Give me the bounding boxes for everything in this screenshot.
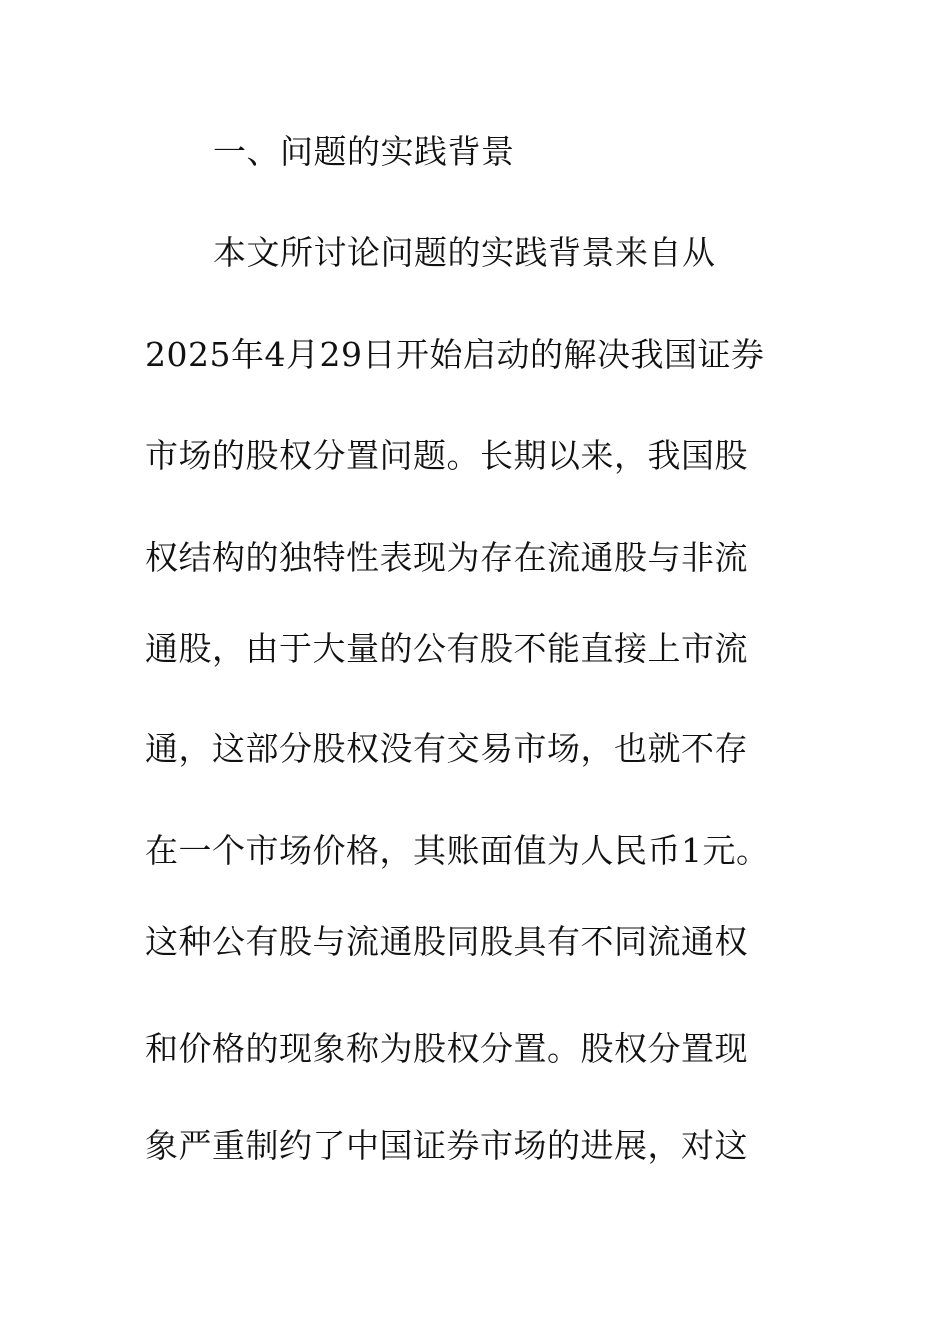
paragraph-line: 2025年4月29日开始启动的解决我国证券 — [145, 335, 765, 374]
paragraph-line: 本文所讨论问题的实践背景来自从 — [213, 233, 716, 272]
paragraph-line: 权结构的独特性表现为存在流通股与非流 — [145, 538, 748, 577]
section-heading: 一、问题的实践背景 — [213, 132, 515, 171]
paragraph-line: 这种公有股与流通股同股具有不同流通权 — [145, 922, 748, 961]
paragraph-line: 通股，由于大量的公有股不能直接上市流 — [145, 629, 748, 668]
paragraph-line: 象严重制约了中国证券市场的进展，对这 — [145, 1126, 748, 1165]
paragraph-line: 在一个市场价格，其账面值为人民币1元。 — [145, 831, 770, 870]
paragraph-line: 和价格的现象称为股权分置。股权分置现 — [145, 1029, 748, 1068]
paragraph-line: 通，这部分股权没有交易市场，也就不存 — [145, 729, 748, 768]
paragraph-line: 市场的股权分置问题。长期以来，我国股 — [145, 436, 748, 475]
